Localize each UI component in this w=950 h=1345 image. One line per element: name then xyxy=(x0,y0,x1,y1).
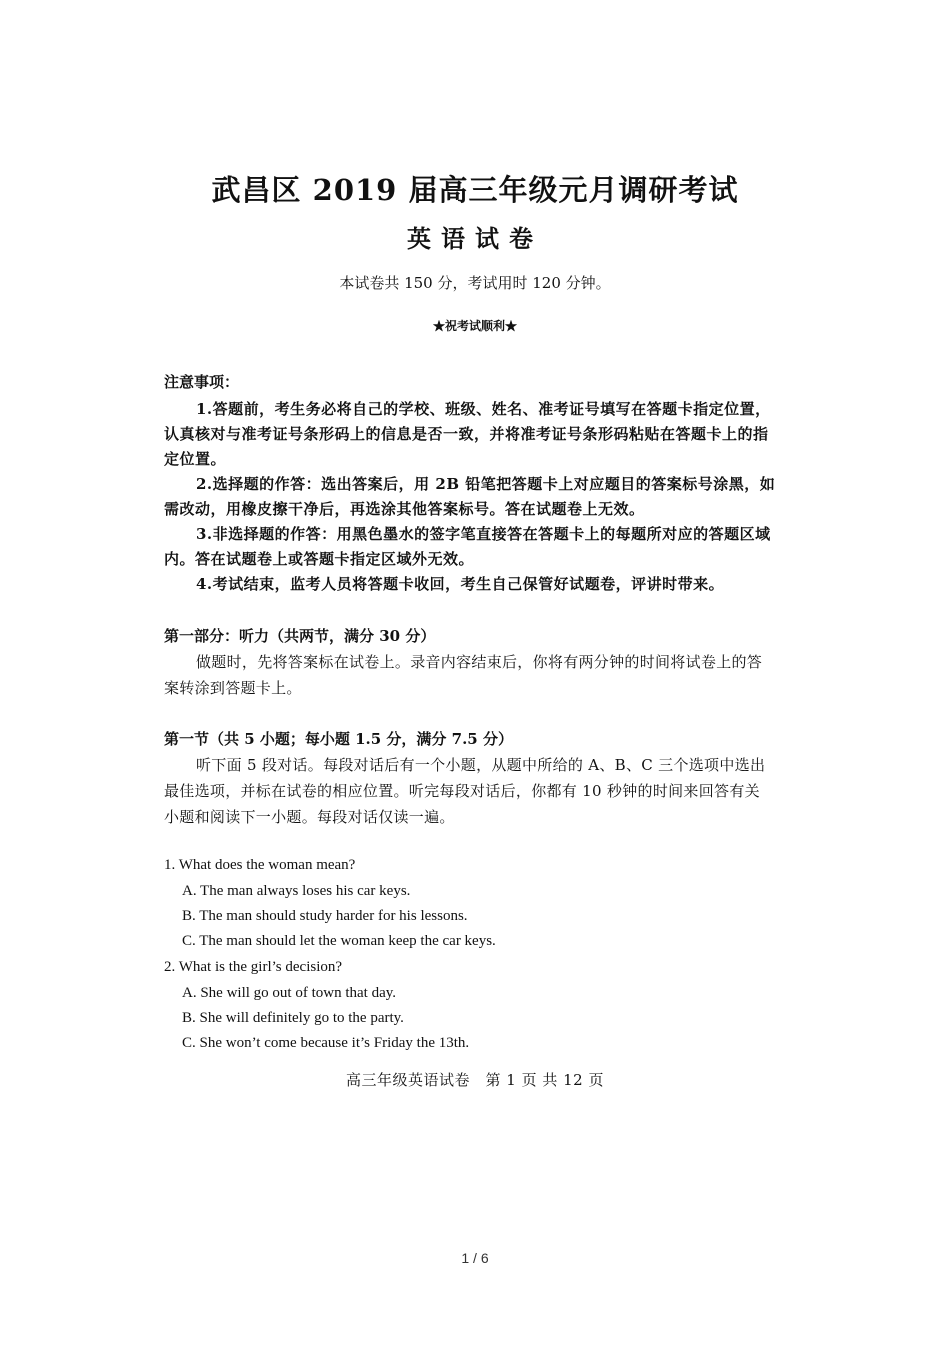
section1-heading: 第一节（共 5 小题；每小题 1.5 分，满分 7.5 分） xyxy=(164,730,513,748)
question-1-option-b: B. The man should study harder for his lessons. xyxy=(182,908,468,924)
note-1-line-2: 认真核对与准考证号条形码上的信息是否一致，并将准考证号条形码粘贴在答题卡上的指 xyxy=(164,425,769,443)
score-info: 本试卷共 150 分，考试用时 120 分钟。 xyxy=(339,274,611,292)
note-2-line-2: 需改动，用橡皮擦干净后，再选涂其他答案标号。答在试题卷上无效。 xyxy=(164,500,645,518)
exam-subtitle: 英语试卷 xyxy=(407,224,543,253)
note-4-line-1: 4.考试结束，监考人员将答题卡收回，考生自己保管好试题卷，评讲时带来。 xyxy=(196,575,725,593)
notes-heading: 注意事项： xyxy=(164,373,240,391)
part1-intro-line-2: 案转涂到答题卡上。 xyxy=(164,679,302,697)
section1-intro-line-1: 听下面 5 段对话。每段对话后有一个小题，从题中所给的 A、B、C 三个选项中选出 xyxy=(196,756,766,774)
question-2-option-b: B. She will definitely go to the party. xyxy=(182,1010,404,1026)
question-2-option-c: C. She won’t come because it’s Friday the 13th. xyxy=(182,1035,470,1051)
section1-intro-line-2: 最佳选项，并标在试卷的相应位置。听完每段对话后，你都有 10 秒钟的时间来回答有关 xyxy=(164,782,760,800)
viewer-page-indicator: 1 / 6 xyxy=(461,1250,489,1266)
note-1-line-1: 1.答题前，考生务必将自己的学校、班级、姓名、准考证号填写在答题卡指定位置， xyxy=(196,400,771,418)
page-footer: 高三年级英语试卷 第 1 页 共 12 页 xyxy=(346,1071,604,1089)
question-2-option-a: A. She will go out of town that day. xyxy=(182,985,397,1001)
note-3-line-1: 3.非选择题的作答：用黑色墨水的签字笔直接答在答题卡上的每题所对应的答题区域 xyxy=(196,525,771,543)
part1-intro-line-1: 做题时，先将答案标在试卷上。录音内容结束后，你将有两分钟的时间将试卷上的答 xyxy=(196,653,763,671)
blessing: ★祝考试顺利★ xyxy=(432,319,517,333)
question-2-stem: 2. What is the girl’s decision? xyxy=(164,959,343,975)
question-1-option-c: C. The man should let the woman keep the car keys. xyxy=(182,933,496,949)
note-1-line-3: 定位置。 xyxy=(164,450,227,468)
question-1-stem: 1. What does the woman mean? xyxy=(164,857,356,873)
part1-heading: 第一部分：听力（共两节，满分 30 分） xyxy=(164,627,436,645)
note-2-line-1: 2.选择题的作答：选出答案后，用 2B 铅笔把答题卡上对应题目的答案标号涂黑，如 xyxy=(196,475,776,493)
section1-intro-line-3: 小题和阅读下一小题。每段对话仅读一遍。 xyxy=(164,808,455,826)
note-3-line-2: 内。答在试题卷上或答题卡指定区域外无效。 xyxy=(164,550,475,568)
question-1-option-a: A. The man always loses his car keys. xyxy=(182,883,411,899)
exam-title: 武昌区 2019 届高三年级元月调研考试 xyxy=(211,173,739,207)
